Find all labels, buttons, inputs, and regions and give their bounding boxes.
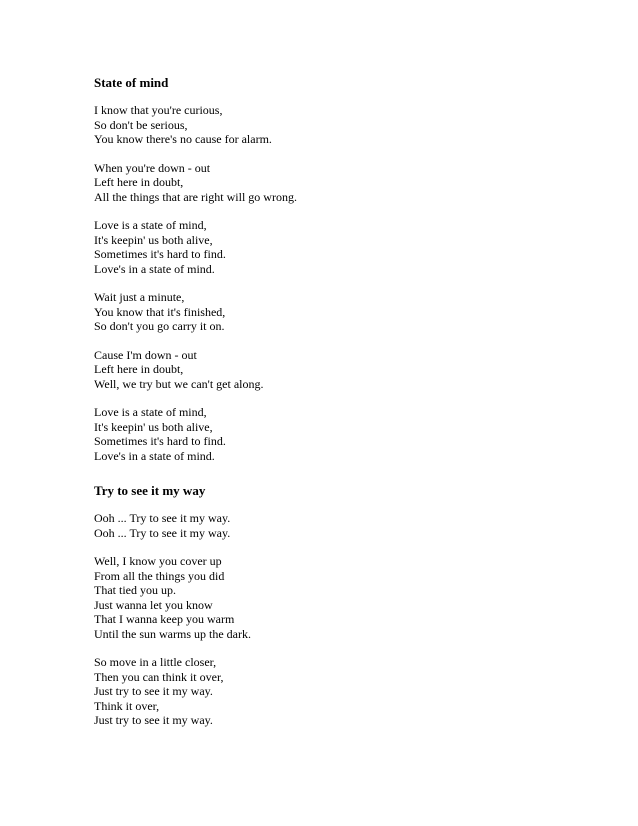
lyric-line: Just try to see it my way. xyxy=(94,684,213,698)
stanza xyxy=(94,348,594,392)
stanza xyxy=(94,290,594,334)
lyric-line: I know that you're curious, xyxy=(94,103,223,117)
lyric-line: Sometimes it's hard to find. xyxy=(94,247,226,261)
stanza xyxy=(94,655,594,728)
lyric-line: Just try to see it my way. xyxy=(94,713,213,727)
lyric-line: Well, we try but we can't get along. xyxy=(94,376,264,391)
song-title: Try to see it my way xyxy=(94,483,206,498)
lyric-line: Just wanna let you know xyxy=(94,597,213,612)
stanza xyxy=(94,218,594,276)
lyric-line: Ooh ... Try to see it my way. xyxy=(94,511,231,525)
song-title: State of mind xyxy=(94,75,169,90)
lyric-line: Love's in a state of mind. xyxy=(94,448,215,463)
lyric-line: Wait just a minute, xyxy=(94,290,185,304)
lyric-line: Cause I'm down - out xyxy=(94,347,197,362)
lyric-line: You know that it's finished, xyxy=(94,304,226,319)
lyric-line: Love is a state of mind, xyxy=(94,405,207,419)
lyric-line: Until the sun warms up the dark. xyxy=(94,626,251,641)
stanza xyxy=(94,103,594,147)
lyric-line: Well, I know you cover up xyxy=(94,554,222,568)
lyric-line: All the things that are right will go wrong. xyxy=(94,189,297,204)
document-page xyxy=(94,74,594,742)
song-section xyxy=(94,74,594,463)
lyric-line: Left here in doubt, xyxy=(94,362,184,376)
lyric-line: It's keepin' us both alive, xyxy=(94,419,213,434)
lyric-line: Think it over, xyxy=(94,698,160,713)
lyric-line: So move in a little closer, xyxy=(94,655,217,669)
stanza xyxy=(94,161,594,205)
lyric-line: Love is a state of mind, xyxy=(94,218,207,232)
lyric-line: Ooh ... Try to see it my way. xyxy=(94,525,231,540)
lyric-line: So don't you go carry it on. xyxy=(94,319,225,333)
lyric-line: It's keepin' us both alive, xyxy=(94,232,213,247)
stanza xyxy=(94,405,594,463)
lyric-line: Left here in doubt, xyxy=(94,175,184,189)
stanza xyxy=(94,511,594,540)
song-section xyxy=(94,482,594,728)
lyric-line: That tied you up. xyxy=(94,583,176,597)
lyric-line: So don't be serious, xyxy=(94,117,188,132)
lyric-line: From all the things you did xyxy=(94,568,225,583)
lyric-line: When you're down - out xyxy=(94,160,211,175)
lyric-line: You know there's no cause for alarm. xyxy=(94,132,272,146)
stanza xyxy=(94,554,594,641)
lyric-line: Love's in a state of mind. xyxy=(94,261,215,276)
lyric-line: Then you can think it over, xyxy=(94,669,224,684)
lyric-line: That I wanna keep you warm xyxy=(94,612,235,626)
lyric-line: Sometimes it's hard to find. xyxy=(94,434,226,448)
